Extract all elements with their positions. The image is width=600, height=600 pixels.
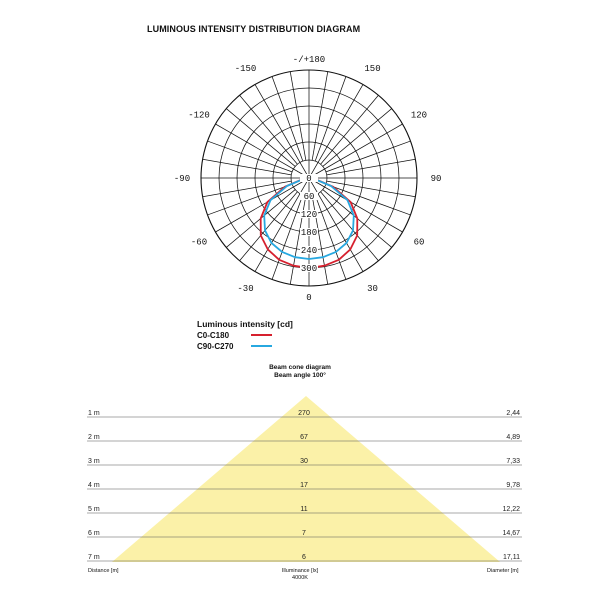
cone-row (87, 482, 522, 489)
cone-diameter-value: 17,11 (503, 554, 520, 561)
polar-radial-label: 0 (306, 174, 312, 184)
cone-illuminance-value: 17 (300, 482, 308, 489)
cone-distance-label: 2 m (88, 434, 100, 441)
legend-label-c0-c180: C0-C180 (197, 331, 230, 340)
cone-row (87, 458, 522, 465)
cone-diameter-value: 12,22 (502, 506, 520, 513)
polar-angle-label: 90 (430, 174, 442, 184)
page-title: LUMINOUS INTENSITY DISTRIBUTION DIAGRAM (147, 24, 361, 34)
cone-caption-title: Beam cone diagram (269, 364, 331, 371)
polar-radial-label: 120 (300, 210, 318, 220)
legend-title: Luminous intensity [cd] (197, 319, 293, 329)
cone-distance-label: 5 m (88, 506, 100, 513)
cone-distance-label: 4 m (88, 482, 100, 489)
cone-row (87, 410, 522, 417)
polar-angle-label: -120 (188, 110, 210, 121)
cone-diameter-value: 14,67 (502, 530, 520, 537)
cone-illuminance-value: 30 (300, 458, 308, 465)
polar-angle-label: -150 (234, 64, 257, 75)
footer-illuminance-label: Illuminance [lx] (281, 568, 319, 574)
cone-diameter-value: 2,44 (506, 410, 520, 417)
polar-angle-label: -/+180 (292, 55, 326, 65)
polar-angle-label: -60 (190, 237, 208, 248)
cone-illuminance-value: 11 (300, 506, 308, 513)
footer-cct-label: 4000K (292, 575, 308, 581)
cone-diameter-value: 4,89 (506, 434, 520, 441)
cone-diameter-value: 7,33 (506, 458, 520, 465)
cone-distance-label: 3 m (88, 458, 100, 465)
cone-distance-label: 6 m (88, 530, 100, 537)
polar-radial-label: 180 (300, 228, 318, 238)
cone-row (87, 506, 522, 513)
legend-label-c90-c270: C90-C270 (197, 342, 234, 351)
cone-illuminance-value: 6 (302, 554, 306, 561)
cone-diameter-value: 9,78 (506, 482, 520, 489)
polar-angle-label: 30 (367, 283, 378, 294)
footer-distance-label: Distance [m] (88, 568, 119, 574)
polar-angle-label: 150 (364, 64, 381, 75)
cone-caption-angle: Beam angle 100° (274, 372, 326, 379)
cone-illuminance-value: 7 (302, 530, 306, 537)
polar-angle-label: -90 (173, 174, 191, 184)
polar-angle-label: 60 (413, 237, 425, 248)
polar-radial-label: 60 (303, 192, 315, 202)
polar-angle-label: -30 (237, 283, 254, 294)
cone-row (87, 434, 522, 441)
footer-diameter-label: Diameter [m] (487, 568, 519, 574)
cone-illuminance-value: 270 (298, 410, 310, 417)
cone-distance-label: 1 m (88, 410, 100, 417)
cone-illuminance-value: 67 (300, 434, 308, 441)
polar-angle-label: 120 (410, 110, 428, 121)
polar-angle-label: 0 (306, 293, 312, 303)
polar-radial-label: 300 (300, 264, 318, 274)
polar-radial-label: 240 (300, 246, 318, 256)
cone-distance-label: 7 m (88, 554, 100, 561)
